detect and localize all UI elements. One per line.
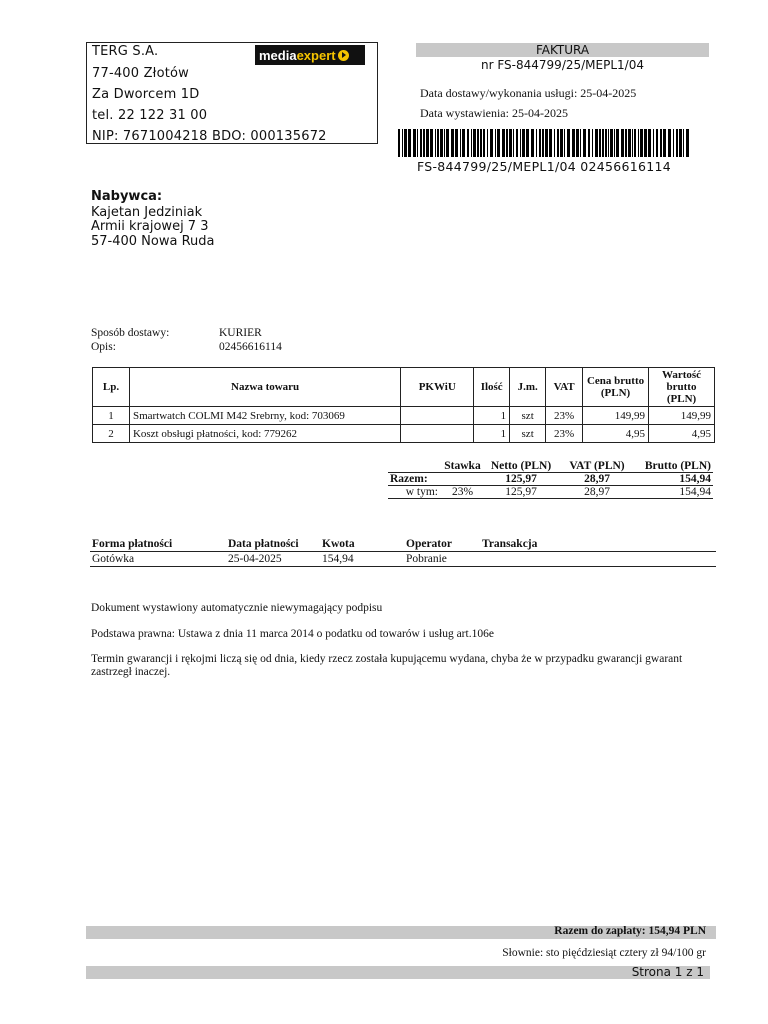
header-unit: J.m. (510, 368, 546, 407)
logo-text-expert: expert (296, 47, 336, 63)
summary-total-gross: 154,94 (637, 473, 713, 486)
note-warranty: Termin gwarancji i rękojmi liczą się od dnia, kiedy rzecz została kupującemu wydana, chyba że w przypadku gwarancji gwarant zastrzegł inaczej. (91, 653, 683, 678)
summary-incl-gross: 154,94 (637, 486, 713, 499)
row-unit: szt (510, 425, 546, 443)
row-value: 4,95 (649, 425, 715, 443)
summary-header-gross: Brutto (PLN) (644, 460, 711, 472)
delivery-method-label: Sposób dostawy: (91, 327, 170, 339)
payment-header-row (90, 537, 716, 552)
description-label: Opis: (91, 341, 116, 353)
payment-transaction (480, 552, 716, 567)
amount-in-words: Słownie: sto pięćdziesiąt cztery zł 94/100 gr (502, 947, 706, 959)
mediaexpert-logo (255, 45, 365, 65)
payment-header-date: Data płatności (226, 537, 320, 552)
issue-date: Data wystawienia: 25-04-2025 (420, 106, 568, 120)
payment-table (90, 537, 716, 567)
payment-date: 25-04-2025 (226, 552, 320, 567)
header-value: Wartość brutto (PLN) (649, 368, 715, 407)
invoice-type: FAKTURA (416, 43, 709, 57)
row-value: 149,99 (649, 407, 715, 425)
summary-incl-vat: 28,97 (557, 486, 637, 499)
payment-header-form: Forma płatności (90, 537, 226, 552)
header-vat: VAT (546, 368, 583, 407)
items-table (92, 367, 715, 443)
invoice-number: nr FS-844799/25/MEPL1/04 (481, 58, 644, 72)
summary-incl-label: w tym: (388, 486, 440, 499)
payment-header-amount: Kwota (320, 537, 404, 552)
row-price: 149,99 (583, 407, 649, 425)
row-pkwiu (401, 425, 474, 443)
vat-summary-table (388, 460, 713, 499)
row-name: Smartwatch COLMI M42 Srebrny, kod: 703069 (129, 407, 400, 425)
items-header-row (93, 368, 715, 407)
note-legal-basis: Podstawa prawna: Ustawa z dnia 11 marca 2014 o podatku od towarów i usług art.106e (91, 628, 494, 640)
table-row (93, 425, 715, 443)
buyer-name: Kajetan Jedziniak (91, 205, 203, 220)
summary-incl-rate: 23% (440, 486, 485, 499)
summary-total-vat: 28,97 (557, 473, 637, 486)
seller-tax: NIP: 7671004218 BDO: 000135672 (92, 129, 327, 144)
row-price: 4,95 (583, 425, 649, 443)
row-lp: 2 (93, 425, 130, 443)
header-pkwiu: PKWiU (401, 368, 474, 407)
header-lp: Lp. (93, 368, 130, 407)
buyer-label: Nabywca: (91, 189, 163, 204)
delivery-method-value: KURIER (219, 327, 262, 339)
summary-incl-net: 125,97 (485, 486, 557, 499)
summary-header-rate: Stawka (444, 460, 481, 472)
logo-text-media: media (259, 47, 297, 63)
row-vat: 23% (546, 425, 583, 443)
seller-name: TERG S.A. (92, 44, 159, 59)
seller-phone: tel. 22 122 31 00 (92, 108, 208, 123)
total-due: Razem do zapłaty: 154,94 PLN (554, 925, 706, 937)
payment-row (90, 552, 716, 567)
row-lp: 1 (93, 407, 130, 425)
payment-header-transaction: Transakcja (480, 537, 716, 552)
summary-total-label: Razem: (388, 473, 440, 486)
row-unit: szt (510, 407, 546, 425)
payment-operator: Pobranie (404, 552, 480, 567)
barcode-text: FS-844799/25/MEPL1/04 02456616114 (416, 159, 672, 174)
seller-city: 77-400 Złotów (92, 66, 190, 81)
buyer-address-line-1: Armii krajowej 7 3 (91, 219, 209, 234)
summary-total-row (388, 473, 713, 486)
row-vat: 23% (546, 407, 583, 425)
page-bar (86, 966, 710, 979)
delivery-date: Data dostawy/wykonania usługi: 25-04-2025 (420, 86, 637, 100)
seller-street: Za Dworcem 1D (92, 87, 200, 102)
row-pkwiu (401, 407, 474, 425)
seller-box (86, 42, 378, 144)
header-qty: Ilość (474, 368, 510, 407)
description-value: 02456616114 (219, 341, 282, 353)
row-qty: 1 (474, 425, 510, 443)
payment-form: Gotówka (90, 552, 226, 567)
payment-header-operator: Operator (404, 537, 480, 552)
row-name: Koszt obsługi płatności, kod: 779262 (129, 425, 400, 443)
page-number: Strona 1 z 1 (631, 965, 704, 979)
total-due-bar (86, 926, 716, 939)
barcode (398, 129, 690, 157)
summary-total-net: 125,97 (485, 473, 557, 486)
summary-header-vat: VAT (PLN) (569, 460, 625, 472)
header-name: Nazwa towaru (129, 368, 400, 407)
header-price: Cena brutto (PLN) (583, 368, 649, 407)
summary-incl-row (388, 486, 713, 499)
summary-header-net: Netto (PLN) (490, 460, 552, 472)
note-no-signature: Dokument wystawiony automatycznie niewymagający podpisu (91, 602, 383, 614)
logo-arrow-icon (338, 50, 349, 61)
buyer-address-line-2: 57-400 Nowa Ruda (91, 234, 215, 249)
table-row (93, 407, 715, 425)
payment-amount: 154,94 (320, 552, 404, 567)
summary-header-row (388, 460, 713, 473)
row-qty: 1 (474, 407, 510, 425)
